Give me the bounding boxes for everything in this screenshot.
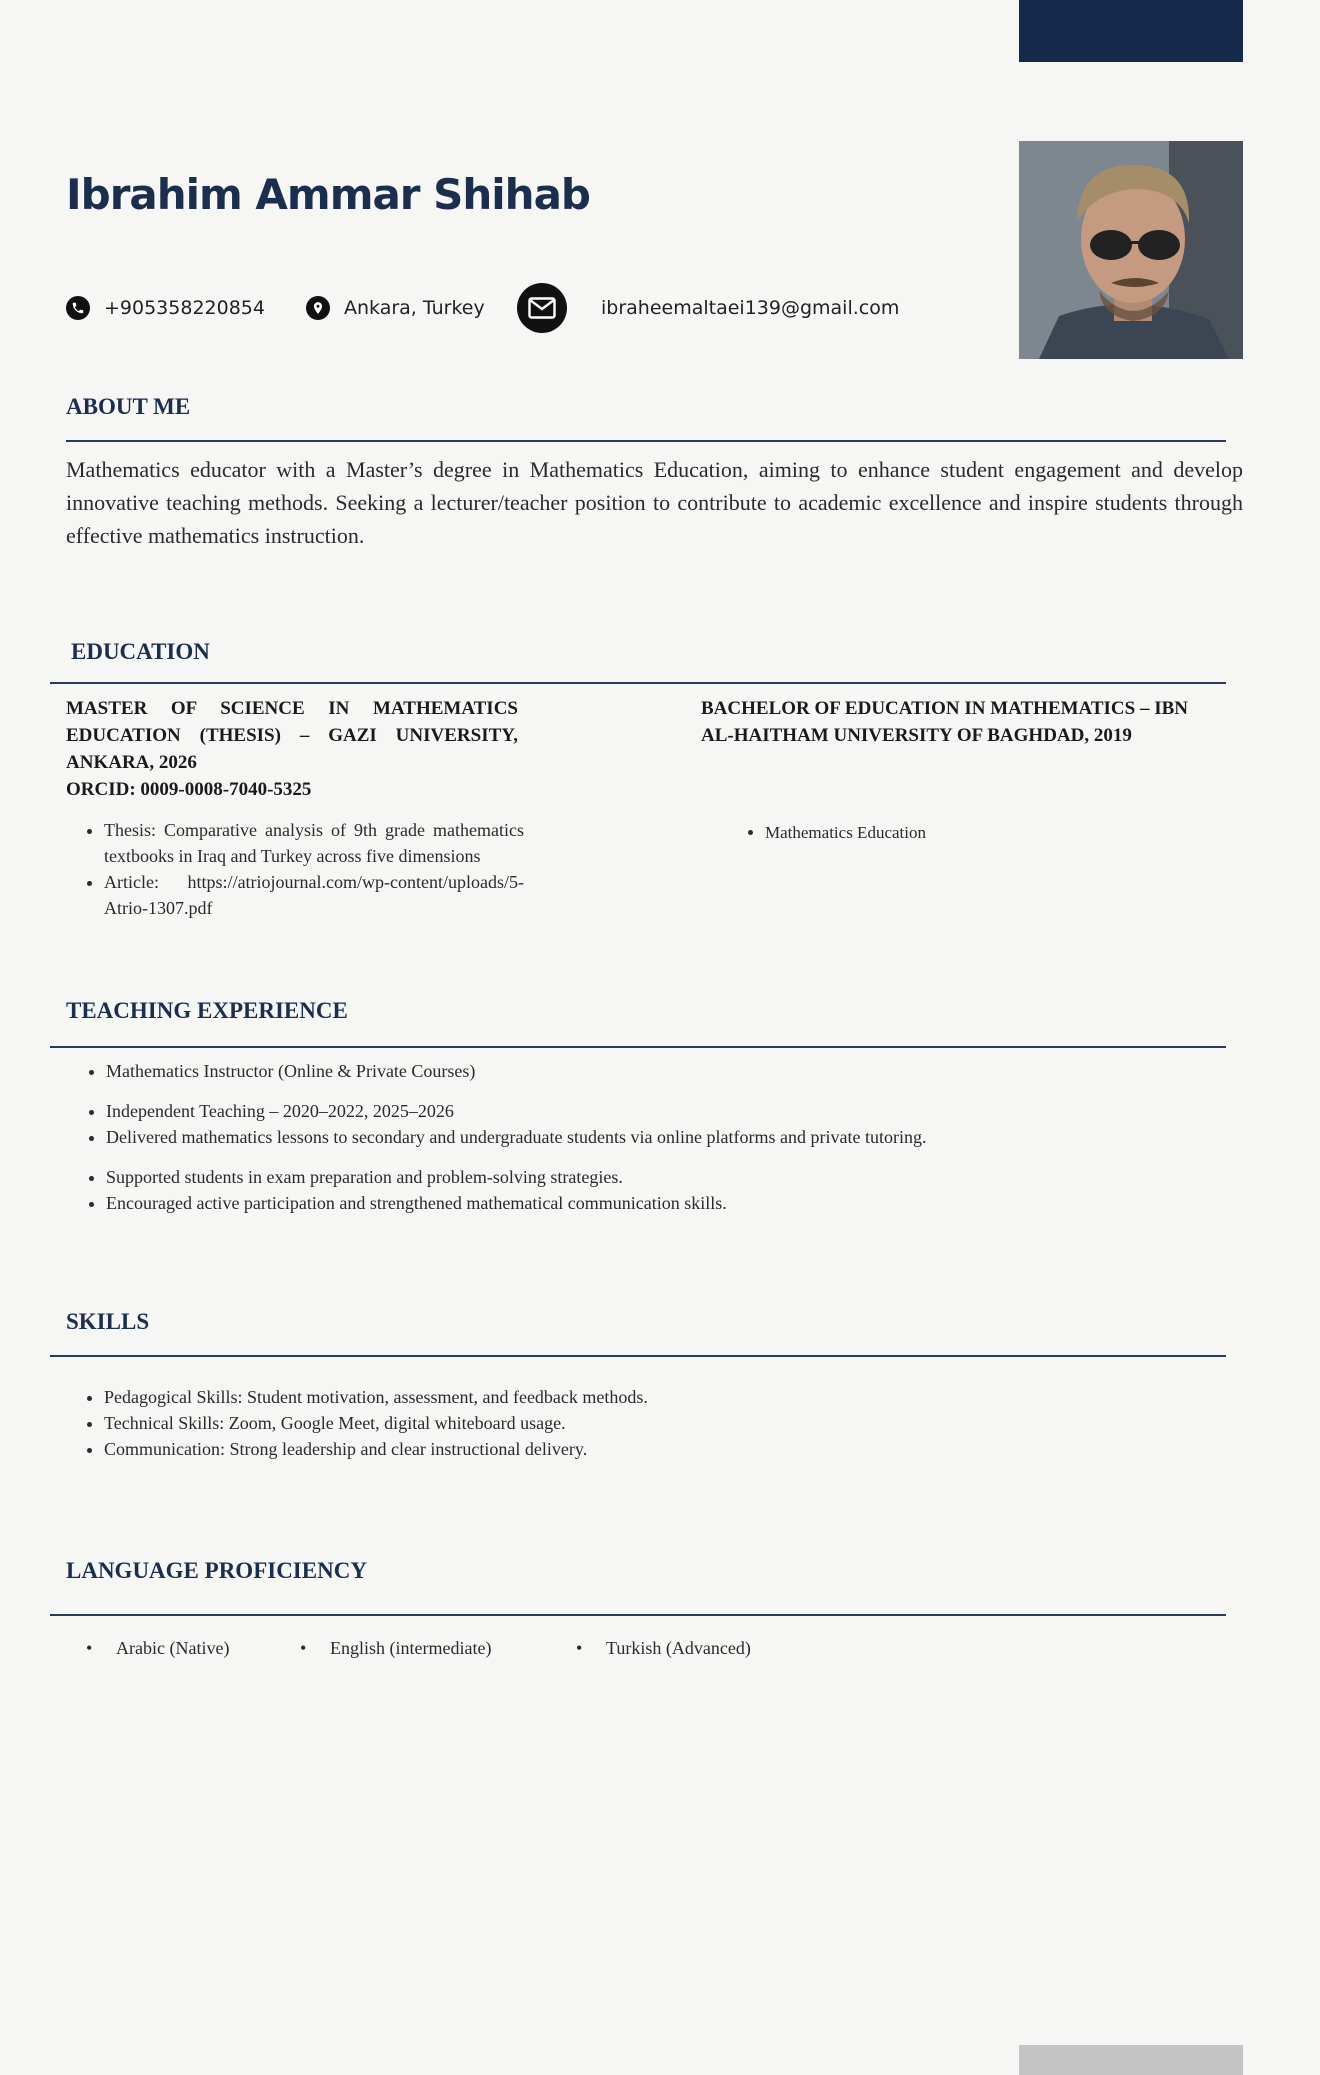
teaching-item: • Encouraged active participation and strengthened mathematical communication skills. [106,1190,1246,1216]
teaching-title: TEACHING EXPERIENCE [66,998,348,1023]
master-detail-thesis: • Thesis: Comparative analysis of 9th grade mathematics textbooks in Iraq and Turkey across five dimensions [104,817,524,869]
about-text: Mathematics educator with a Master’s degree in Mathematics Education, aiming to enhance student engagement and develop innovative teaching methods. Seeking a lecturer/teacher position to contribute to academic excellence and inspire students through effective mathematics instruction. [66,457,1243,548]
footer-accent-block [1019,2045,1243,2075]
candidate-name: Ibrahim Ammar Shihab [66,170,590,219]
language-item: • Turkish (Advanced) [606,1638,751,1659]
master-degree-heading [66,695,518,803]
skills-divider [50,1355,1226,1357]
teaching-item: • Independent Teaching – 2020–2022, 2025–2026 [106,1098,1246,1124]
teaching-item: • Mathematics Instructor (Online & Private Courses) [106,1058,1246,1084]
master-details-list [66,817,524,921]
bachelor-detail: • Mathematics Education [765,820,1065,846]
email-address: ibraheemaltaei139@gmail.com [601,297,900,319]
languages-title: LANGUAGE PROFICIENCY [66,1558,367,1583]
phone-number: +905358220854 [104,297,265,319]
master-degree-title: MASTER OF SCIENCE IN MATHEMATICS EDUCATION (THESIS) – GAZI UNIVERSITY, ANKARA, 2026 [66,698,518,773]
teaching-item: • Supported students in exam preparation and problem-solving strategies. [106,1164,1246,1190]
skill-item: • Technical Skills: Zoom, Google Meet, digital whiteboard usage. [104,1410,1244,1436]
about-title: ABOUT ME [66,394,191,419]
language-item: • Arabic (Native) [116,1638,229,1659]
bachelor-details-list [727,820,1065,846]
phone-contact[interactable] [66,280,265,336]
skill-item: • Pedagogical Skills: Student motivation, assessment, and feedback methods. [104,1384,1244,1410]
skills-title: SKILLS [66,1309,150,1334]
phone-icon [66,296,90,320]
header-accent-block [1019,0,1243,62]
profile-photo [1019,141,1243,359]
skills-list [66,1384,1244,1462]
education-title: EDUCATION [71,639,210,664]
education-divider [50,682,1226,684]
orcid-id: ORCID: 0009-0008-7040-5325 [66,779,312,800]
languages-divider [50,1614,1226,1616]
email-icon [517,283,567,333]
teaching-divider [50,1046,1226,1048]
location-pin-icon [306,296,330,320]
location-text: Ankara, Turkey [344,297,485,319]
profile-photo-illustration [1019,141,1243,359]
teaching-list [68,1058,1246,1216]
master-detail-article[interactable]: • Article: https://atriojournal.com/wp-content/uploads/5-Atrio-1307.pdf [104,869,524,921]
location-contact [306,280,485,336]
about-divider [66,440,1226,442]
bachelor-degree-heading: BACHELOR OF EDUCATION IN MATHEMATICS – IBN AL-HAITHAM UNIVERSITY OF BAGHDAD, 2019 [701,698,1189,746]
teaching-item: • Delivered mathematics lessons to secondary and undergraduate students via online platforms and private tutoring. [106,1124,1246,1150]
language-item: • English (intermediate) [330,1638,491,1659]
skill-item: • Communication: Strong leadership and clear instructional delivery. [104,1436,1244,1462]
email-contact[interactable] [517,280,899,336]
